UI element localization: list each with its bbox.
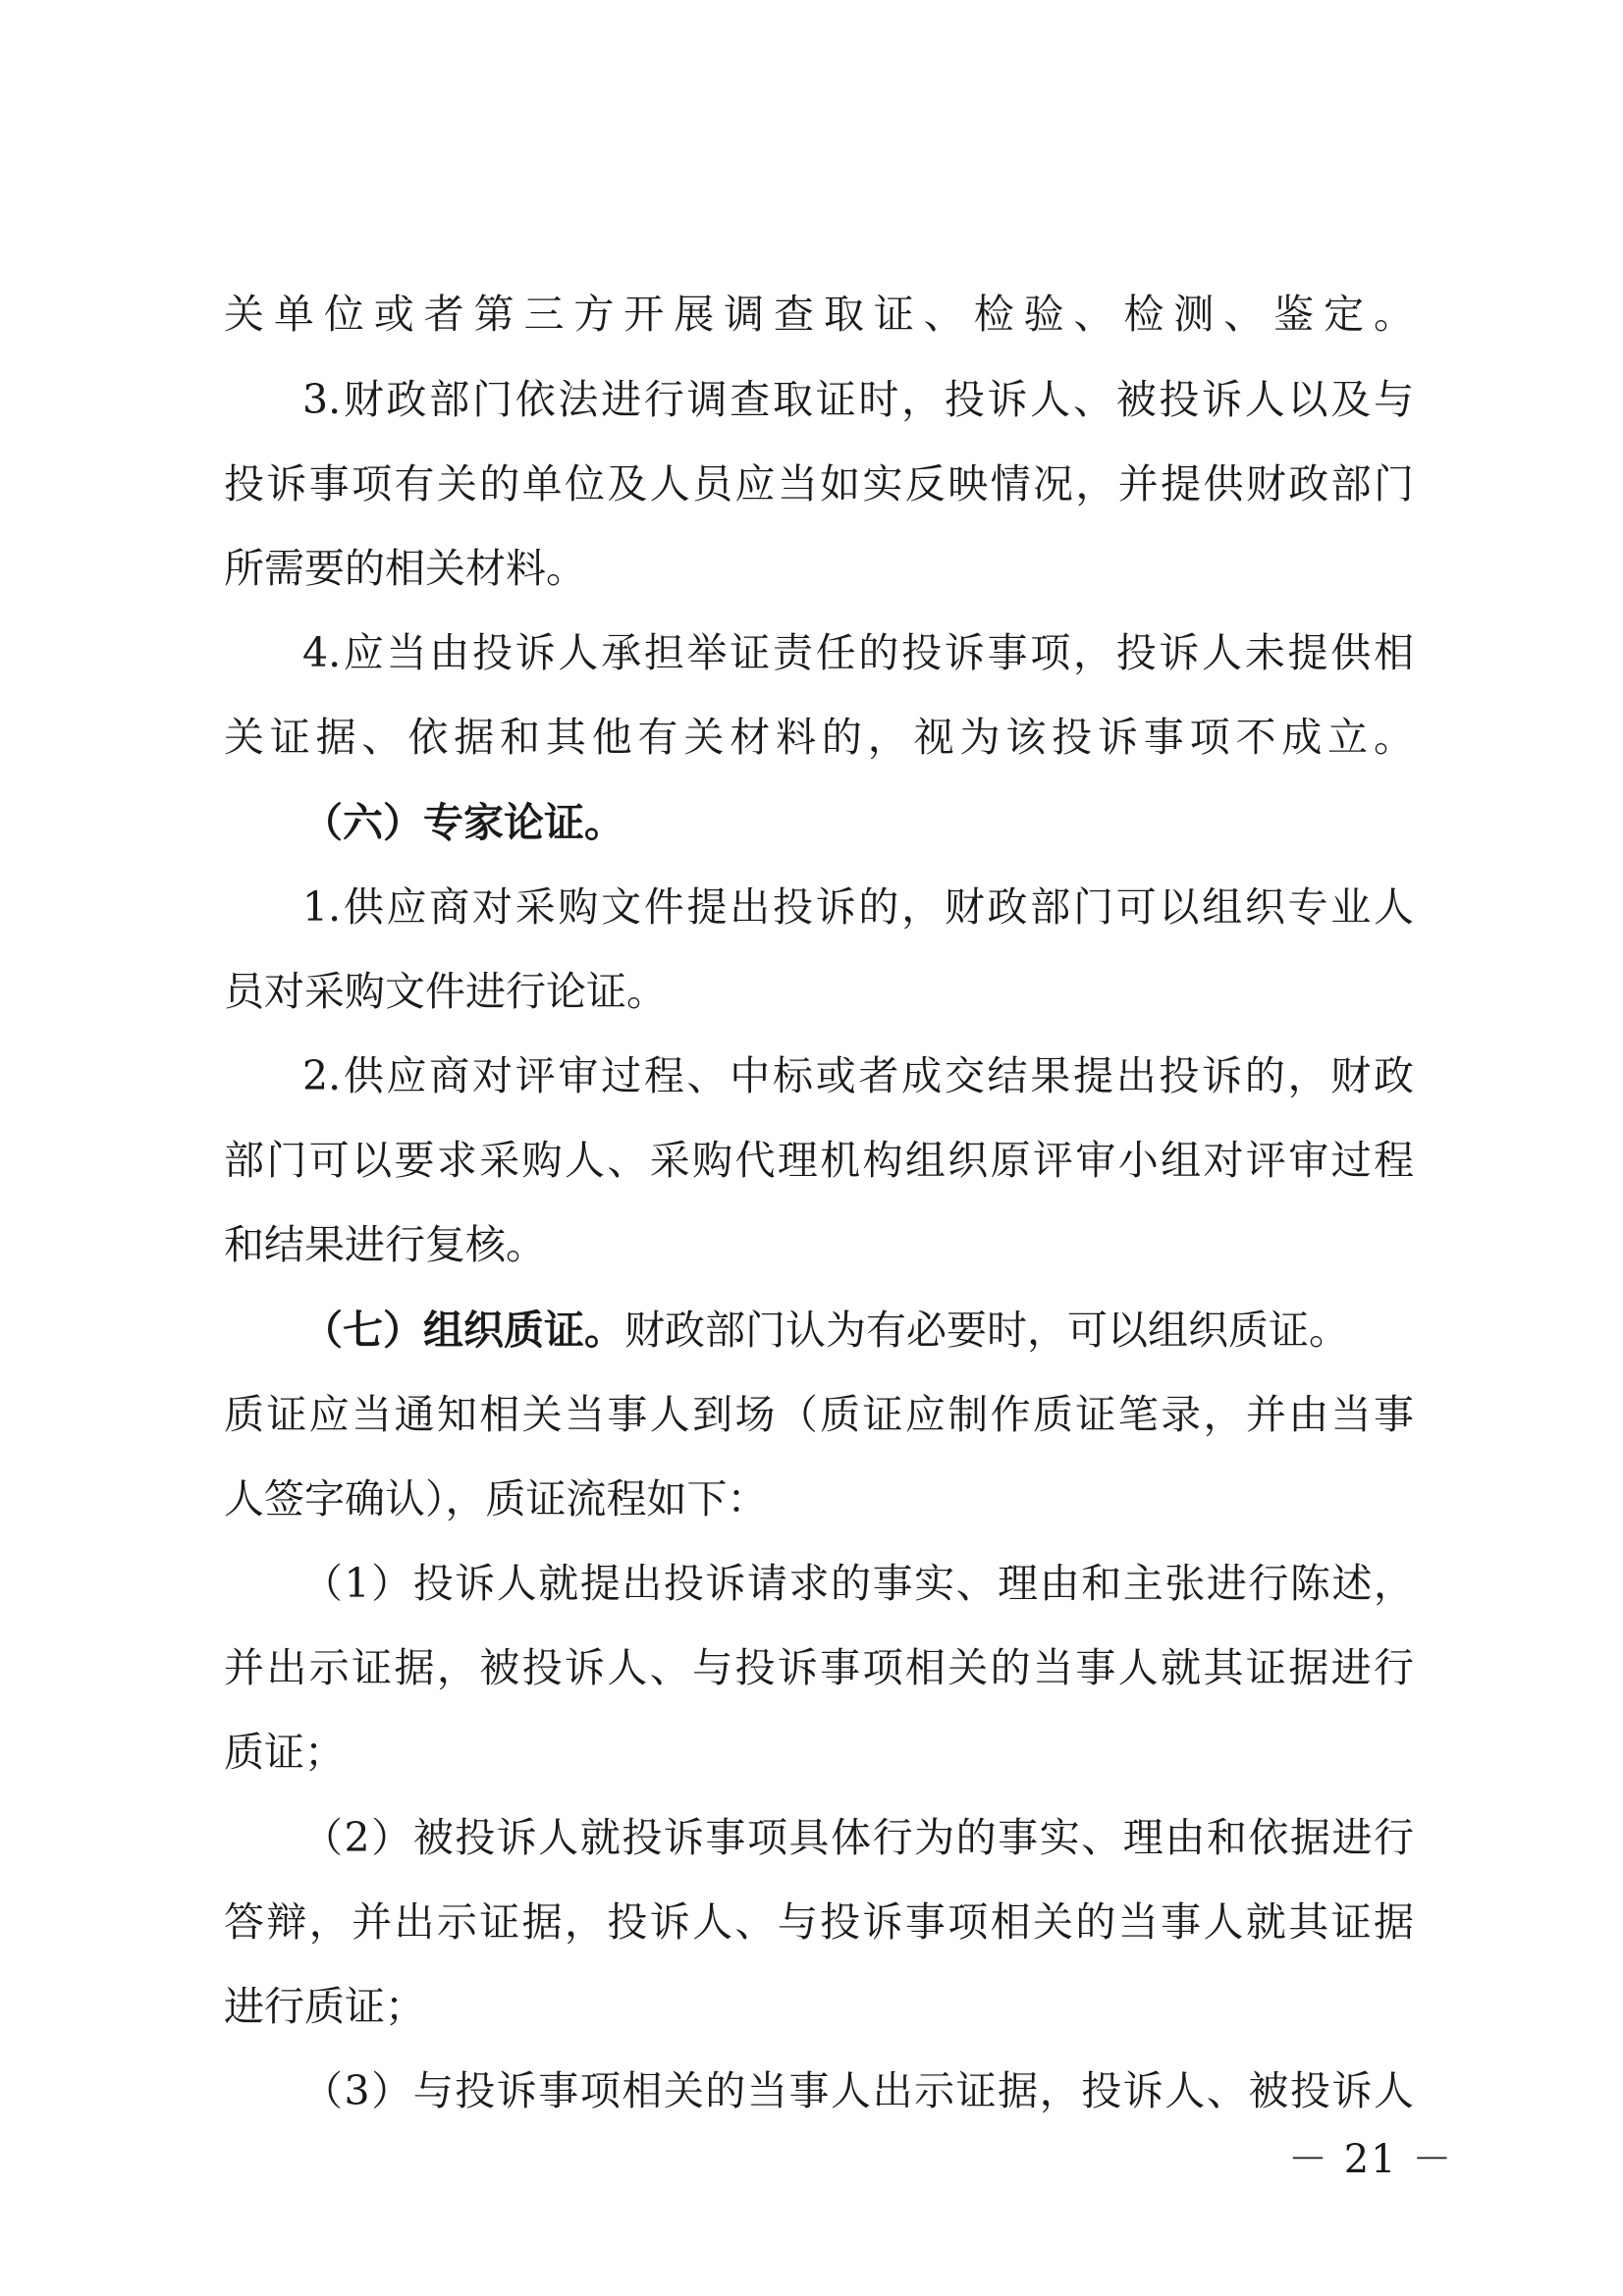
paragraph-line: 部门可以要求采购人、采购代理机构组织原评审小组对评审过程 [224,1137,1414,1184]
paragraph-line: （1）投诉人就提出投诉请求的事实、理由和主张进行陈述， [302,1560,1414,1607]
paragraph-line [302,1307,1349,1354]
paragraph-line: 进行质证； [224,1983,425,2030]
paragraph-line: 答辩，并出示证据，投诉人、与投诉事项相关的当事人就其证据 [224,1898,1414,1946]
paragraph-line: 人签字确认），质证流程如下： [224,1475,768,1522]
paragraph-line: 3.财政部门依法进行调查取证时，投诉人、被投诉人以及与 [302,376,1414,423]
paragraph-line: 和结果进行复核。 [224,1221,546,1268]
paragraph-line: 质证； [224,1729,345,1776]
section-heading: （六）专家论证。 [302,799,624,846]
paragraph-line: 关证据、依据和其他有关材料的，视为该投诉事项不成立。 [224,714,1414,761]
paragraph-line: 质证应当通知相关当事人到场（质证应制作质证笔录，并由当事 [224,1391,1414,1438]
paragraph-line: 关单位或者第三方开展调查取证、检验、检测、鉴定。 [224,291,1414,338]
paragraph-text: 财政部门认为有必要时，可以组织质证。 [624,1307,1349,1354]
paragraph-line: 1.供应商对采购文件提出投诉的，财政部门可以组织专业人 [302,883,1414,931]
page-number: － 21 － [1288,2137,1454,2182]
paragraph-line: 所需要的相关材料。 [224,545,586,592]
section-heading: （七）组织质证。 [302,1307,624,1354]
paragraph-line: 投诉事项有关的单位及人员应当如实反映情况，并提供财政部门 [224,460,1414,507]
paragraph-line: （3）与投诉事项相关的当事人出示证据，投诉人、被投诉人 [302,2067,1414,2114]
paragraph-line: 员对采购文件进行论证。 [224,968,667,1015]
paragraph-line: 并出示证据，被投诉人、与投诉事项相关的当事人就其证据进行 [224,1644,1414,1691]
paragraph-line: 2.供应商对评审过程、中标或者成交结果提出投诉的，财政 [302,1052,1414,1099]
paragraph-line: （2）被投诉人就投诉事项具体行为的事实、理由和依据进行 [302,1814,1414,1861]
paragraph-line: 4.应当由投诉人承担举证责任的投诉事项，投诉人未提供相 [302,629,1414,676]
